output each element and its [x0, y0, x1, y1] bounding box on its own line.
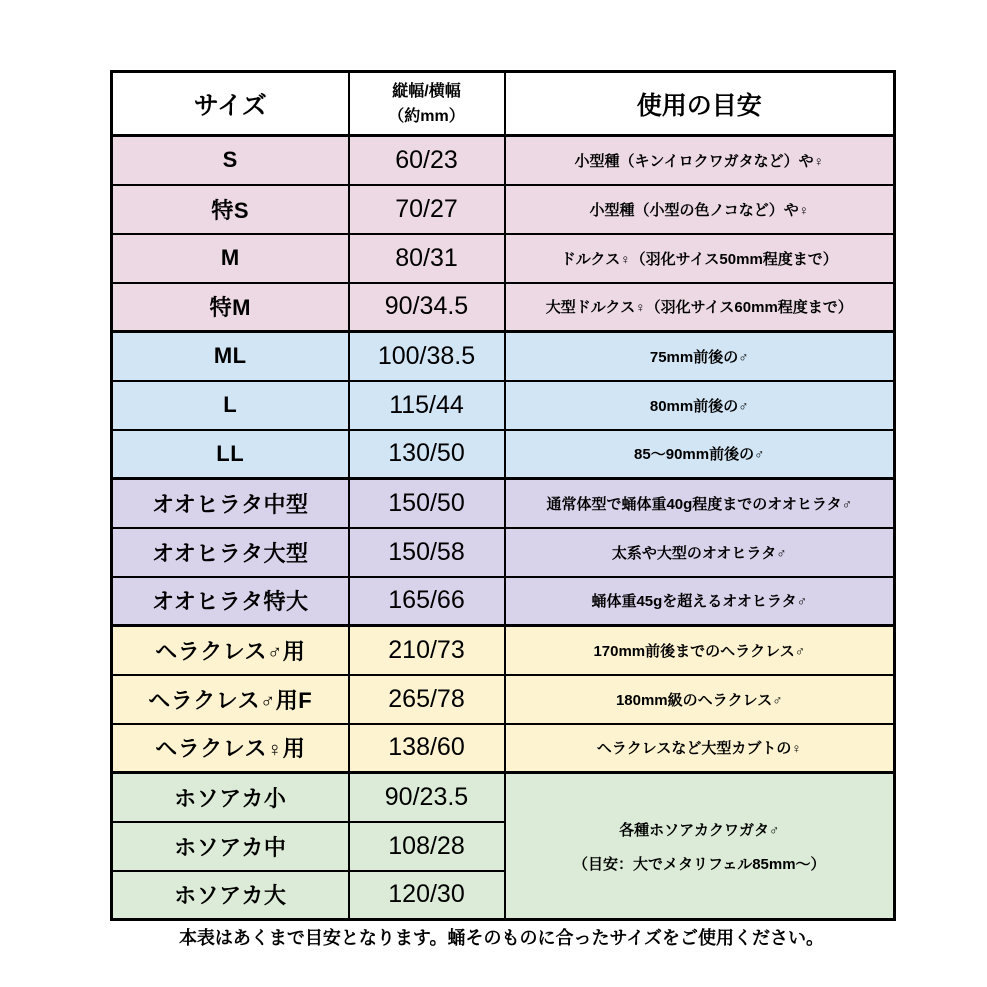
size-label: LL: [112, 430, 349, 479]
usage-note: 170mm前後までのヘラクレス♂: [505, 626, 895, 675]
usage-note: 大型ドルクス♀（羽化サイス60mm程度まで）: [505, 283, 895, 332]
usage-note-line2: （目安：大でメタリフェル85mm～）: [572, 855, 826, 873]
dimension-value: 130/50: [349, 430, 505, 479]
header-size: サイズ: [112, 72, 349, 136]
size-label: ヘラクレス♂用F: [112, 675, 349, 724]
usage-note: 小型種（キンイロクワガタなど）や♀: [505, 136, 895, 185]
dimension-value: 80/31: [349, 234, 505, 283]
header-dimensions-line1: 縦幅/横幅: [392, 82, 461, 100]
dimension-value: 60/23: [349, 136, 505, 185]
usage-note: 80mm前後の♂: [505, 381, 895, 430]
size-label: オオヒラタ特大: [112, 577, 349, 626]
size-label: 特M: [112, 283, 349, 332]
header-dimensions: [349, 72, 505, 136]
table-row: [112, 479, 895, 528]
size-label: ホソアカ小: [112, 773, 349, 822]
table-row: [112, 724, 895, 773]
dimension-value: 90/23.5: [349, 773, 505, 822]
table-row: [112, 185, 895, 234]
dimension-value: 165/66: [349, 577, 505, 626]
usage-note: 75mm前後の♂: [505, 332, 895, 381]
table-row: [112, 381, 895, 430]
usage-note: ドルクス♀（羽化サイス50mm程度まで）: [505, 234, 895, 283]
size-label: ヘラクレス♀用: [112, 724, 349, 773]
usage-note: 通常体型で蛹体重40g程度までのオオヒラタ♂: [505, 479, 895, 528]
header-row: [112, 72, 895, 136]
dimension-value: 150/58: [349, 528, 505, 577]
dimension-value: 265/78: [349, 675, 505, 724]
usage-note: 蛹体重45gを超えるオオヒラタ♂: [505, 577, 895, 626]
size-label: L: [112, 381, 349, 430]
usage-note: 180mm級のヘラクレス♂: [505, 675, 895, 724]
table-row: [112, 332, 895, 381]
usage-note: 85～90mm前後の♂: [505, 430, 895, 479]
size-label: M: [112, 234, 349, 283]
table-row: [112, 430, 895, 479]
usage-note: 太系や大型のオオヒラタ♂: [505, 528, 895, 577]
dimension-value: 138/60: [349, 724, 505, 773]
dimension-value: 115/44: [349, 381, 505, 430]
table-row: [112, 234, 895, 283]
table-row: [112, 283, 895, 332]
dimension-value: 210/73: [349, 626, 505, 675]
size-label: 特S: [112, 185, 349, 234]
table-row: [112, 626, 895, 675]
table-row: [112, 675, 895, 724]
size-label: ホソアカ中: [112, 822, 349, 871]
footer-note: 本表はあくまで目安となります。蛹そのものに合ったサイズをご使用ください。: [178, 928, 825, 948]
header-dimensions-line2: （約mm）: [388, 107, 465, 125]
dimension-value: 120/30: [349, 871, 505, 920]
dimension-value: 90/34.5: [349, 283, 505, 332]
table-row: [112, 577, 895, 626]
size-label: オオヒラタ大型: [112, 528, 349, 577]
dimension-value: 70/27: [349, 185, 505, 234]
table-row: [112, 773, 895, 822]
header-usage: 使用の目安: [505, 72, 895, 136]
usage-note-line1: 各種ホソアカクワガタ♂: [619, 821, 780, 839]
usage-note: ヘラクレスなど大型カブトの♀: [505, 724, 895, 773]
dimension-value: 100/38.5: [349, 332, 505, 381]
size-label: ヘラクレス♂用: [112, 626, 349, 675]
size-label: オオヒラタ中型: [112, 479, 349, 528]
size-label: S: [112, 136, 349, 185]
usage-note-merged: [505, 773, 895, 920]
dimension-value: 150/50: [349, 479, 505, 528]
table-row: [112, 528, 895, 577]
size-chart-table: [110, 70, 896, 921]
table-row: [112, 136, 895, 185]
size-label: ホソアカ大: [112, 871, 349, 920]
usage-note: 小型種（小型の色ノコなど）や♀: [505, 185, 895, 234]
dimension-value: 108/28: [349, 822, 505, 871]
size-label: ML: [112, 332, 349, 381]
